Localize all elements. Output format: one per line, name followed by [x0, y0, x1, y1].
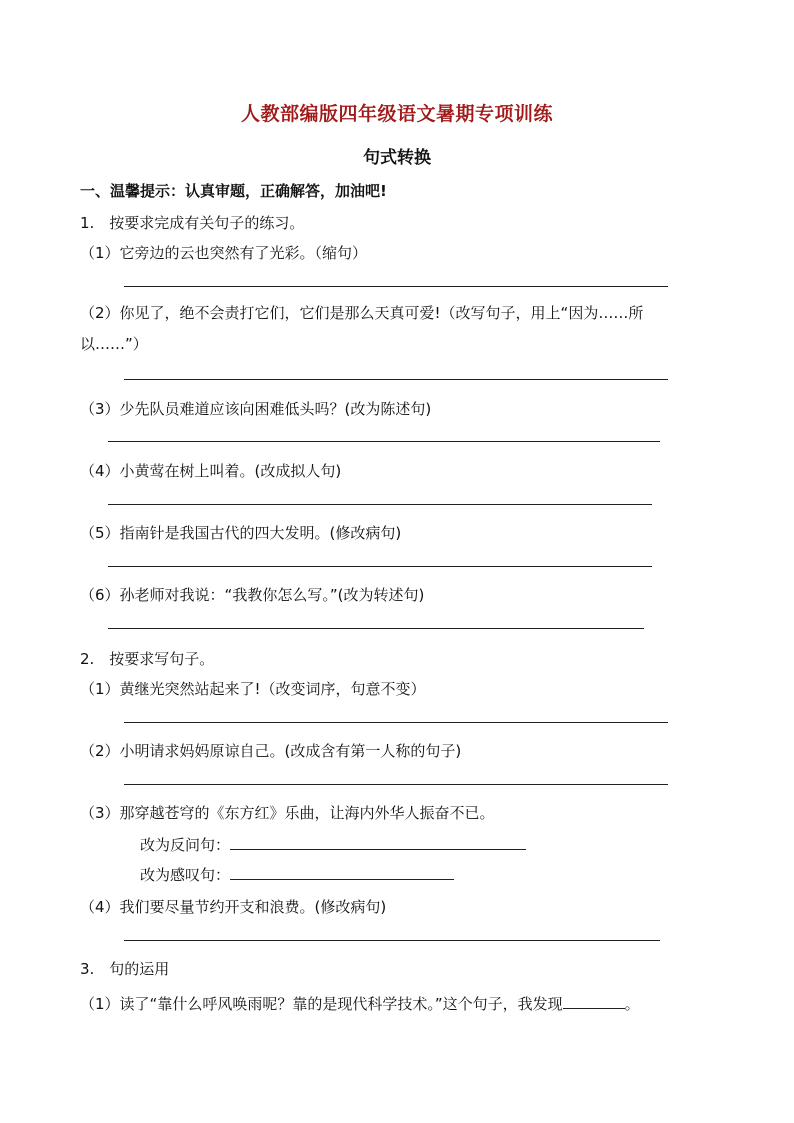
- question-2-item-3: （3）那穿越苍穹的《东方红》乐曲，让海内外华人振奋不已。: [80, 804, 495, 822]
- answer-line-2-4[interactable]: [124, 940, 660, 941]
- question-1-item-1: （1）它旁边的云也突然有了光彩。（缩句）: [80, 244, 368, 262]
- answer-line-2-2[interactable]: [124, 784, 668, 785]
- question-2-heading: 2. 按要求写句子。: [80, 650, 215, 668]
- answer-line-2-1[interactable]: [124, 722, 668, 723]
- answer-line-1-3[interactable]: [108, 441, 660, 442]
- answer-line-1-2[interactable]: [124, 379, 668, 380]
- answer-line-3-1[interactable]: [563, 994, 625, 1009]
- exclamation-text: 改为感叹句：: [140, 866, 231, 884]
- question-2-item-4: （4）我们要尽量节约开支和浪费。(修改病句): [80, 898, 387, 916]
- answer-line-1-4[interactable]: [108, 504, 652, 505]
- page-subtitle: 句式转换: [363, 148, 431, 168]
- answer-line-2-3a[interactable]: [230, 835, 526, 850]
- question-3-item-1-text: （1）读了“靠什么呼风唤雨呢？靠的是现代科学技术。”这个句子，我发现: [80, 995, 563, 1013]
- question-1-item-3: （3）少先队员难道应该向困难低头吗？(改为陈述句): [80, 400, 432, 418]
- exclamation-label: [140, 864, 454, 885]
- question-3-item-1-end: 。: [624, 995, 640, 1013]
- question-1-item-4: （4）小黄莺在树上叫着。(改成拟人句): [80, 462, 342, 480]
- question-1-item-5: （5）指南针是我国古代的四大发明。(修改病句): [80, 524, 402, 542]
- question-1-item-6: （6）孙老师对我说：“我教你怎么写。”(改为转述句): [80, 586, 425, 604]
- question-2-item-2: （2）小明请求妈妈原谅自己。(改成含有第一人称的句子): [80, 742, 462, 760]
- question-1-heading: 1. 按要求完成有关句子的练习。: [80, 214, 305, 232]
- answer-line-1-6[interactable]: [108, 628, 644, 629]
- page-title: 人教部编版四年级语文暑期专项训练: [240, 103, 553, 125]
- answer-line-1-5[interactable]: [108, 566, 652, 567]
- question-3-item-1: [80, 993, 640, 1014]
- rhetorical-question-text: 改为反问句：: [140, 836, 231, 854]
- question-2-item-1: （1）黄继光突然站起来了!（改变词序，句意不变）: [80, 680, 426, 698]
- section-heading: 一、温馨提示：认真审题，正确解答，加油吧!: [80, 182, 387, 200]
- answer-line-1-1[interactable]: [124, 286, 668, 287]
- rhetorical-question-label: [140, 834, 526, 855]
- answer-line-2-3b[interactable]: [230, 865, 454, 880]
- question-3-heading: 3. 句的运用: [80, 960, 170, 978]
- question-1-item-2-cont: 以……”）: [80, 335, 148, 353]
- question-1-item-2: （2）你见了，绝不会责打它们，它们是那么天真可爱!（改写句子，用上“因为……所: [80, 304, 644, 322]
